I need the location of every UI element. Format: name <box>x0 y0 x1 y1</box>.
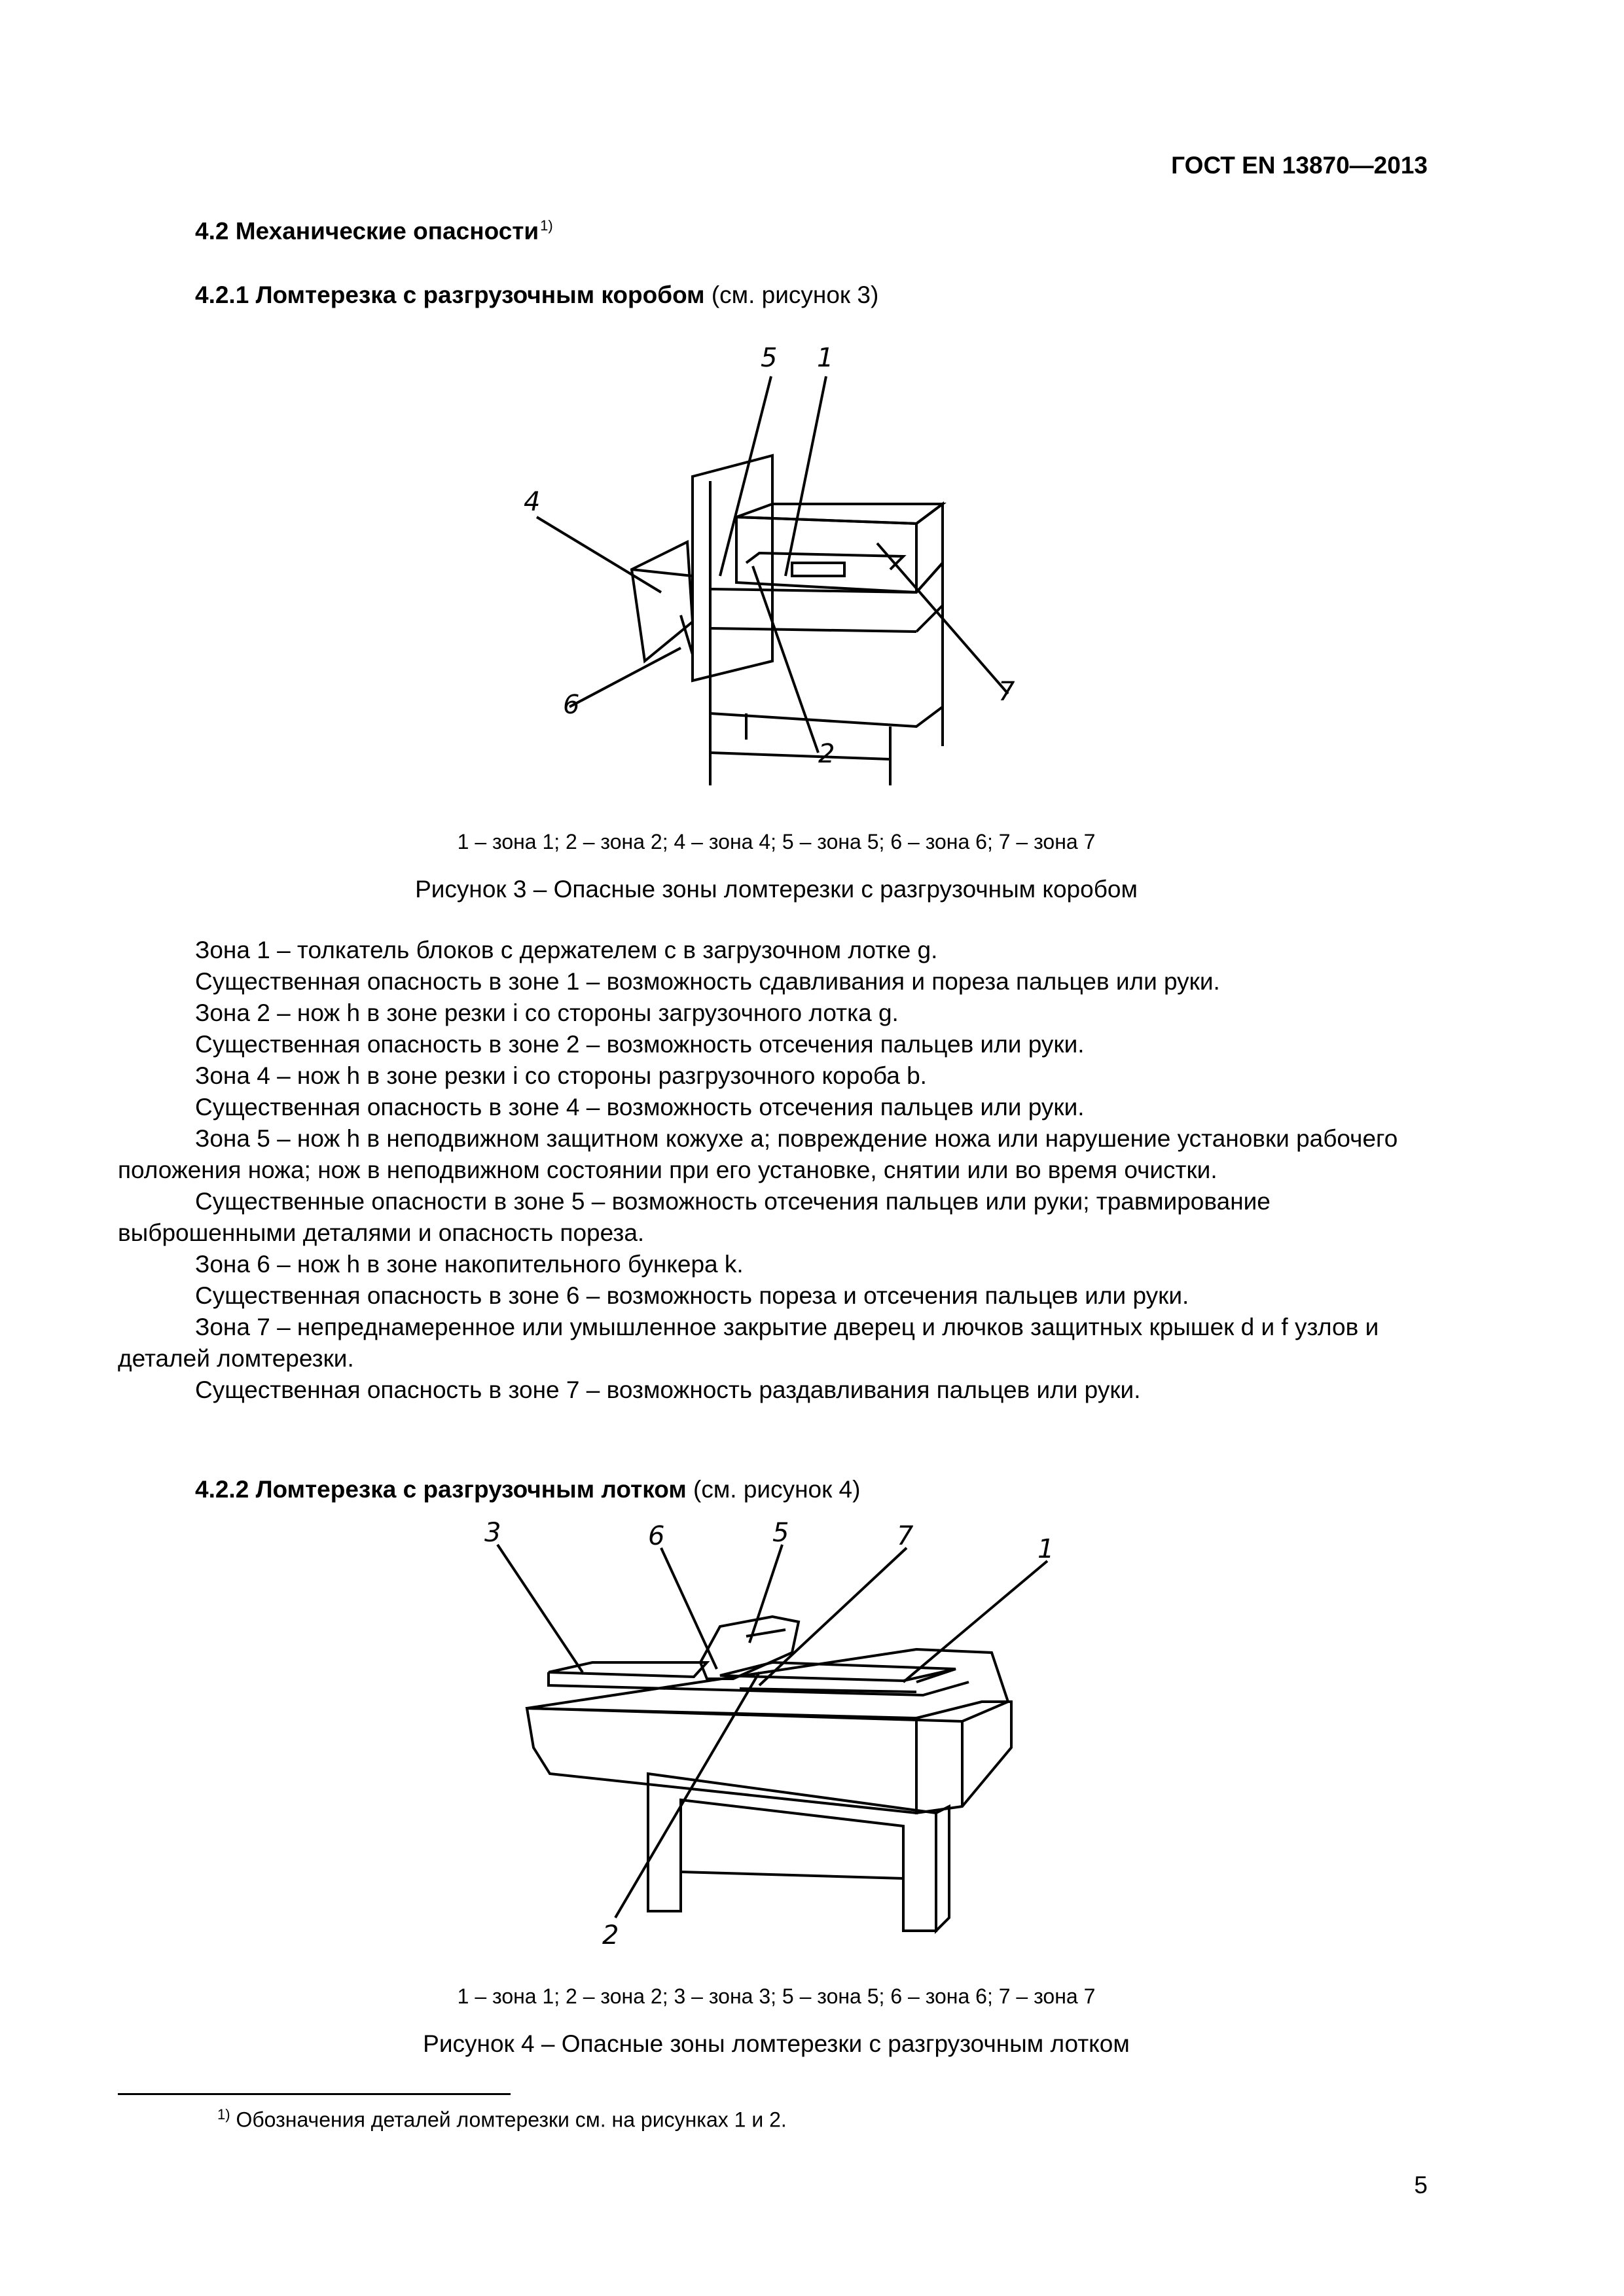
zone-line: Зона 7 – непреднамеренное или умышленное закрытие дверец и лючков защитных крышек d и f узлов и деталей ломтерезки. <box>118 1314 1379 1372</box>
fig4-callout-6: 6 <box>648 1521 665 1551</box>
figure-4-caption: Рисунок 4 – Опасные зоны ломтерезки с разгрузочным лотком <box>423 2030 1130 2057</box>
fig4-stand <box>648 1774 936 1931</box>
zone-line: Существенная опасность в зоне 4 – возможность отсечения пальцев или руки. <box>195 1094 1085 1121</box>
section-4-2-1-ref: (см. рисунок 3) <box>704 281 879 308</box>
fig3-discharge-box <box>632 542 693 661</box>
section-4-2-1-title: 4.2.1 Ломтерезка с разгрузочным коробом <box>195 281 705 308</box>
zone-line: Зона 6 – нож h в зоне накопительного бункера k. <box>195 1251 744 1278</box>
fig4-callout-1: 1 <box>1038 1534 1055 1564</box>
figure-4-drawing <box>0 1505 1624 1990</box>
fig3-callout-1: 1 <box>817 343 834 373</box>
fig3-knife-guard <box>693 456 772 681</box>
zone-line: Существенная опасность в зоне 7 – возможность раздавливания пальцев или руки. <box>195 1376 1141 1403</box>
zone-line: Зона 2 – нож h в зоне резки i со стороны загрузочного лотка g. <box>195 999 899 1026</box>
zones-description <box>118 935 1450 1406</box>
fig3-callout-6: 6 <box>563 690 580 720</box>
zone-line: Существенная опасность в зоне 1 – возможность сдавливания и пореза пальцев или руки. <box>195 968 1220 995</box>
zone-line: Существенная опасность в зоне 2 – возможность отсечения пальцев или руки. <box>195 1031 1085 1058</box>
zone-line: Существенные опасности в зоне 5 – возможность отсечения пальцев или руки; травмирование выброшенными деталями и опасность пореза. <box>118 1188 1271 1246</box>
fig3-callout-2: 2 <box>818 739 835 769</box>
fig3-callout-7: 7 <box>998 677 1015 707</box>
section-4-2-title: 4.2 Механические опасности <box>195 217 539 245</box>
figure-3-caption: Рисунок 3 – Опасные зоны ломтерезки с разгрузочным коробом <box>415 876 1138 903</box>
footnote-separator <box>118 2093 511 2095</box>
zone-line: Зона 1 – толкатель блоков с держателем c в загрузочном лотке g. <box>195 937 938 963</box>
footnote-number: 1) <box>217 2106 230 2123</box>
section-4-2-2-heading <box>195 1476 860 1503</box>
fig4-front <box>527 1708 916 1813</box>
figure-4-legend: 1 – зона 1; 2 – зона 2; 3 – зона 3; 5 – зона 5; 6 – зона 6; 7 – зона 7 <box>457 1984 1096 2008</box>
fig3-callout-5: 5 <box>761 343 778 373</box>
fig4-callout-2: 2 <box>602 1920 619 1950</box>
page-number: 5 <box>1414 2172 1428 2198</box>
section-4-2-2-title: 4.2.2 Ломтерезка с разгрузочным лотком <box>195 1476 687 1503</box>
fig4-callout-5: 5 <box>772 1518 789 1548</box>
figure-3-legend: 1 – зона 1; 2 – зона 2; 4 – зона 4; 5 – зона 5; 6 – зона 6; 7 – зона 7 <box>457 830 1096 853</box>
fig3-callout-4: 4 <box>524 487 541 517</box>
document-id: ГОСТ EN 13870—2013 <box>1171 152 1428 179</box>
fig4-callout-7: 7 <box>897 1521 914 1551</box>
zone-line: Зона 5 – нож h в неподвижном защитном кожухе a; повреждение ножа или нарушение установки рабочего положения ножа; нож в неподвижном состоянии при его установке, снятии или во время очистки. <box>118 1125 1398 1183</box>
footnote-text: Обозначения деталей ломтерезки см. на рисунках 1 и 2. <box>230 2108 787 2132</box>
footnote-mark: 1) <box>540 217 553 234</box>
figure-3-drawing <box>0 0 1624 818</box>
zone-line: Зона 4 – нож h в зоне резки i со стороны разгрузочного короба b. <box>195 1062 927 1089</box>
section-4-2-2-ref: (см. рисунок 4) <box>686 1476 861 1503</box>
footnote <box>216 2106 787 2132</box>
zone-line: Существенная опасность в зоне 6 – возможность пореза и отсечения пальцев или руки. <box>195 1282 1189 1309</box>
fig4-callout-3: 3 <box>484 1518 501 1548</box>
fig4-side <box>916 1702 1011 1813</box>
